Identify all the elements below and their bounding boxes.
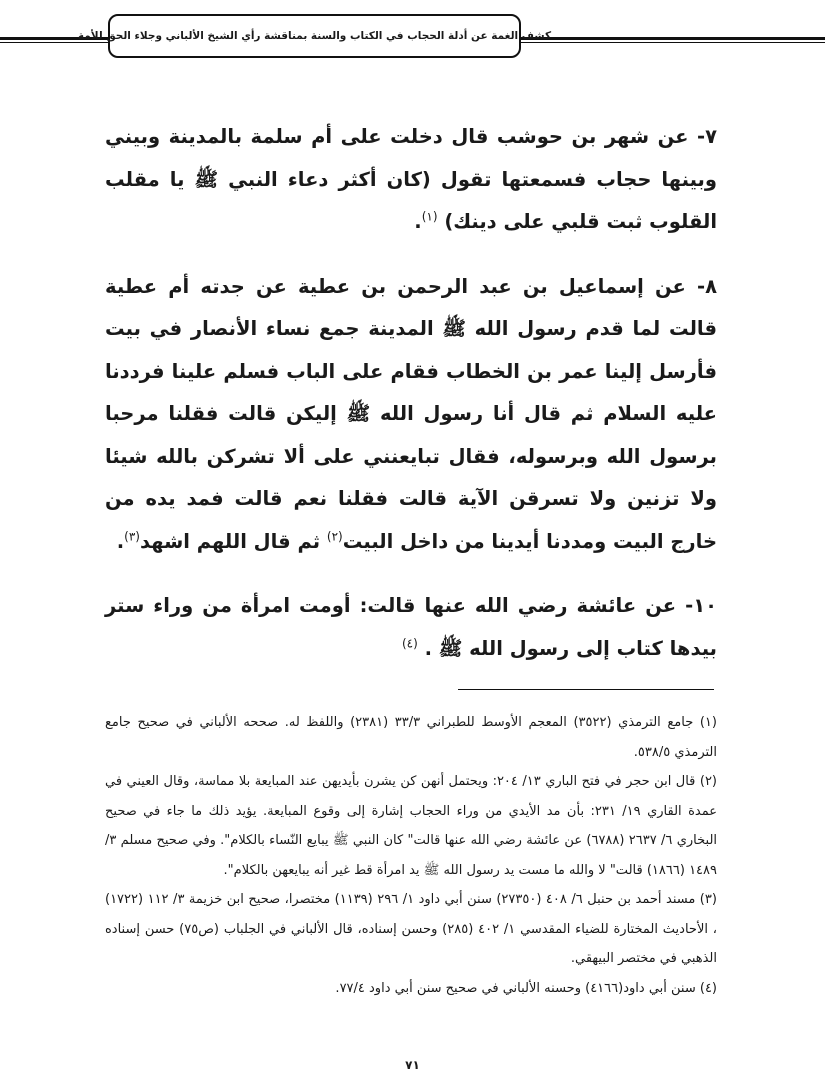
footnote-3: (٣) مسند أحمد بن حنبل ٦/ ٤٠٨ (٢٧٣٥٠) سنن أبي داود ١/ ٢٩٦ (١١٣٩) مختصرا، صحيح ابن خزيمة ٣/ ١١٢ (١٧٢٢) ، الأحاديث المختارة للضياء المقدسي ١/ ٤٠٢ (٢٨٥) وحسن إسناده، قال الألباني في الجلباب (ص٧٥) حسن إسناده الذهبي في مختصر البيهقي. xyxy=(105,892,717,966)
header-rule-left-thin xyxy=(0,42,108,43)
footnote-ref-1[interactable]: (١) xyxy=(421,209,438,224)
footnote-1: (١) جامع الترمذي (٣٥٢٢) المعجم الأوسط للطبراني ٣٣/٣ (٢٣٨١) واللفظ له. صححه الألباني في صحيح جامع الترمذي ٥٣٨/٥. xyxy=(105,715,717,760)
footnote-ref-4[interactable]: (٤) xyxy=(401,636,418,650)
footnote-4: (٤) سنن أبي داود(٤١٦٦) وحسنه الألباني في صحيح سنن أبي داود ٧٧/٤. xyxy=(335,980,717,996)
footnote-ref-3[interactable]: (٣) xyxy=(124,529,140,543)
hadith-paragraph-10: ١٠- عن عائشة رضي الله عنها قالت: أومت امرأة من وراء ستر بيدها كتاب إلى رسول الله ﷺ . $^{(٤)}$ xyxy=(105,594,717,660)
footnotes xyxy=(105,708,717,1003)
hadith-paragraph-7: ٧- عن شهر بن حوشب قال دخلت على أم سلمة بالمدينة وبيني وبينها حجاب فسمعتها تقول (كان أكثر دعاء النبي ﷺ يا مقلب القلوب ثبت قلبي على دينك) $^{(١)}$. xyxy=(105,125,717,233)
footnote-separator xyxy=(458,689,714,690)
header-rule-right-thin xyxy=(521,42,825,43)
header-rule-right xyxy=(521,37,825,40)
page-number: ٧١ xyxy=(405,1058,420,1072)
footnote-ref-2[interactable]: (٢) xyxy=(326,529,343,543)
main-text xyxy=(105,116,717,670)
running-header-title: كشف الغمة عن أدلة الحجاب في الكتاب والسنة بمناقشة رأي الشيخ الألباني وجلاء الحق للأمة xyxy=(77,30,552,42)
running-header xyxy=(77,14,552,58)
hadith-paragraph-8: ٨- عن إسماعيل بن عبد الرحمن بن عطية عن جدته أم عطية قالت لما قدم رسول الله ﷺ المدينة جمع نساء الأنصار في بيت فأرسل إلينا عمر بن الخطاب فقام على الباب فسلم علينا فرددنا عليه السلام ثم قال أنا رسول الله ﷺ إليكن قالت فقلنا مرحبا برسول الله وبرسوله، فقال تبايعنني على ألا تشركن بالله شيئا ولا تزنين ولا تسرقن الآية قالت فقلنا نعم قالت فمد يده من خارج البيت ومددنا أيدينا من داخل البيت$^{(٢)}$ ثم قال اللهم اشهد$^{(٣)}$. xyxy=(105,274,717,553)
footnote-2: (٢) قال ابن حجر في فتح الباري ١٣/ ٢٠٤: ويحتمل أنهن كن يشرن بأيديهن عند المبايعة بلا مماسة، وقال العيني في عمدة القاري ١٩/ ٢٣١: بأن مد الأيدي من وراء الحجاب إشارة إلى وقوع المبايعة. يؤيد ذلك ما جاء في صحيح البخاري ٦/ ٢٦٣٧ (٦٧٨٨) عن عائشة رضي الله عنها قالت" كان النبي ﷺ يبايع النّساء بالكلام". وفي صحيح مسلم ٣/ ١٤٨٩ (١٨٦٦) قالت" لا والله ما مست يد رسول الله ﷺ يد امرأة قط غير أنه يبايعهن بالكلام". xyxy=(105,774,718,878)
